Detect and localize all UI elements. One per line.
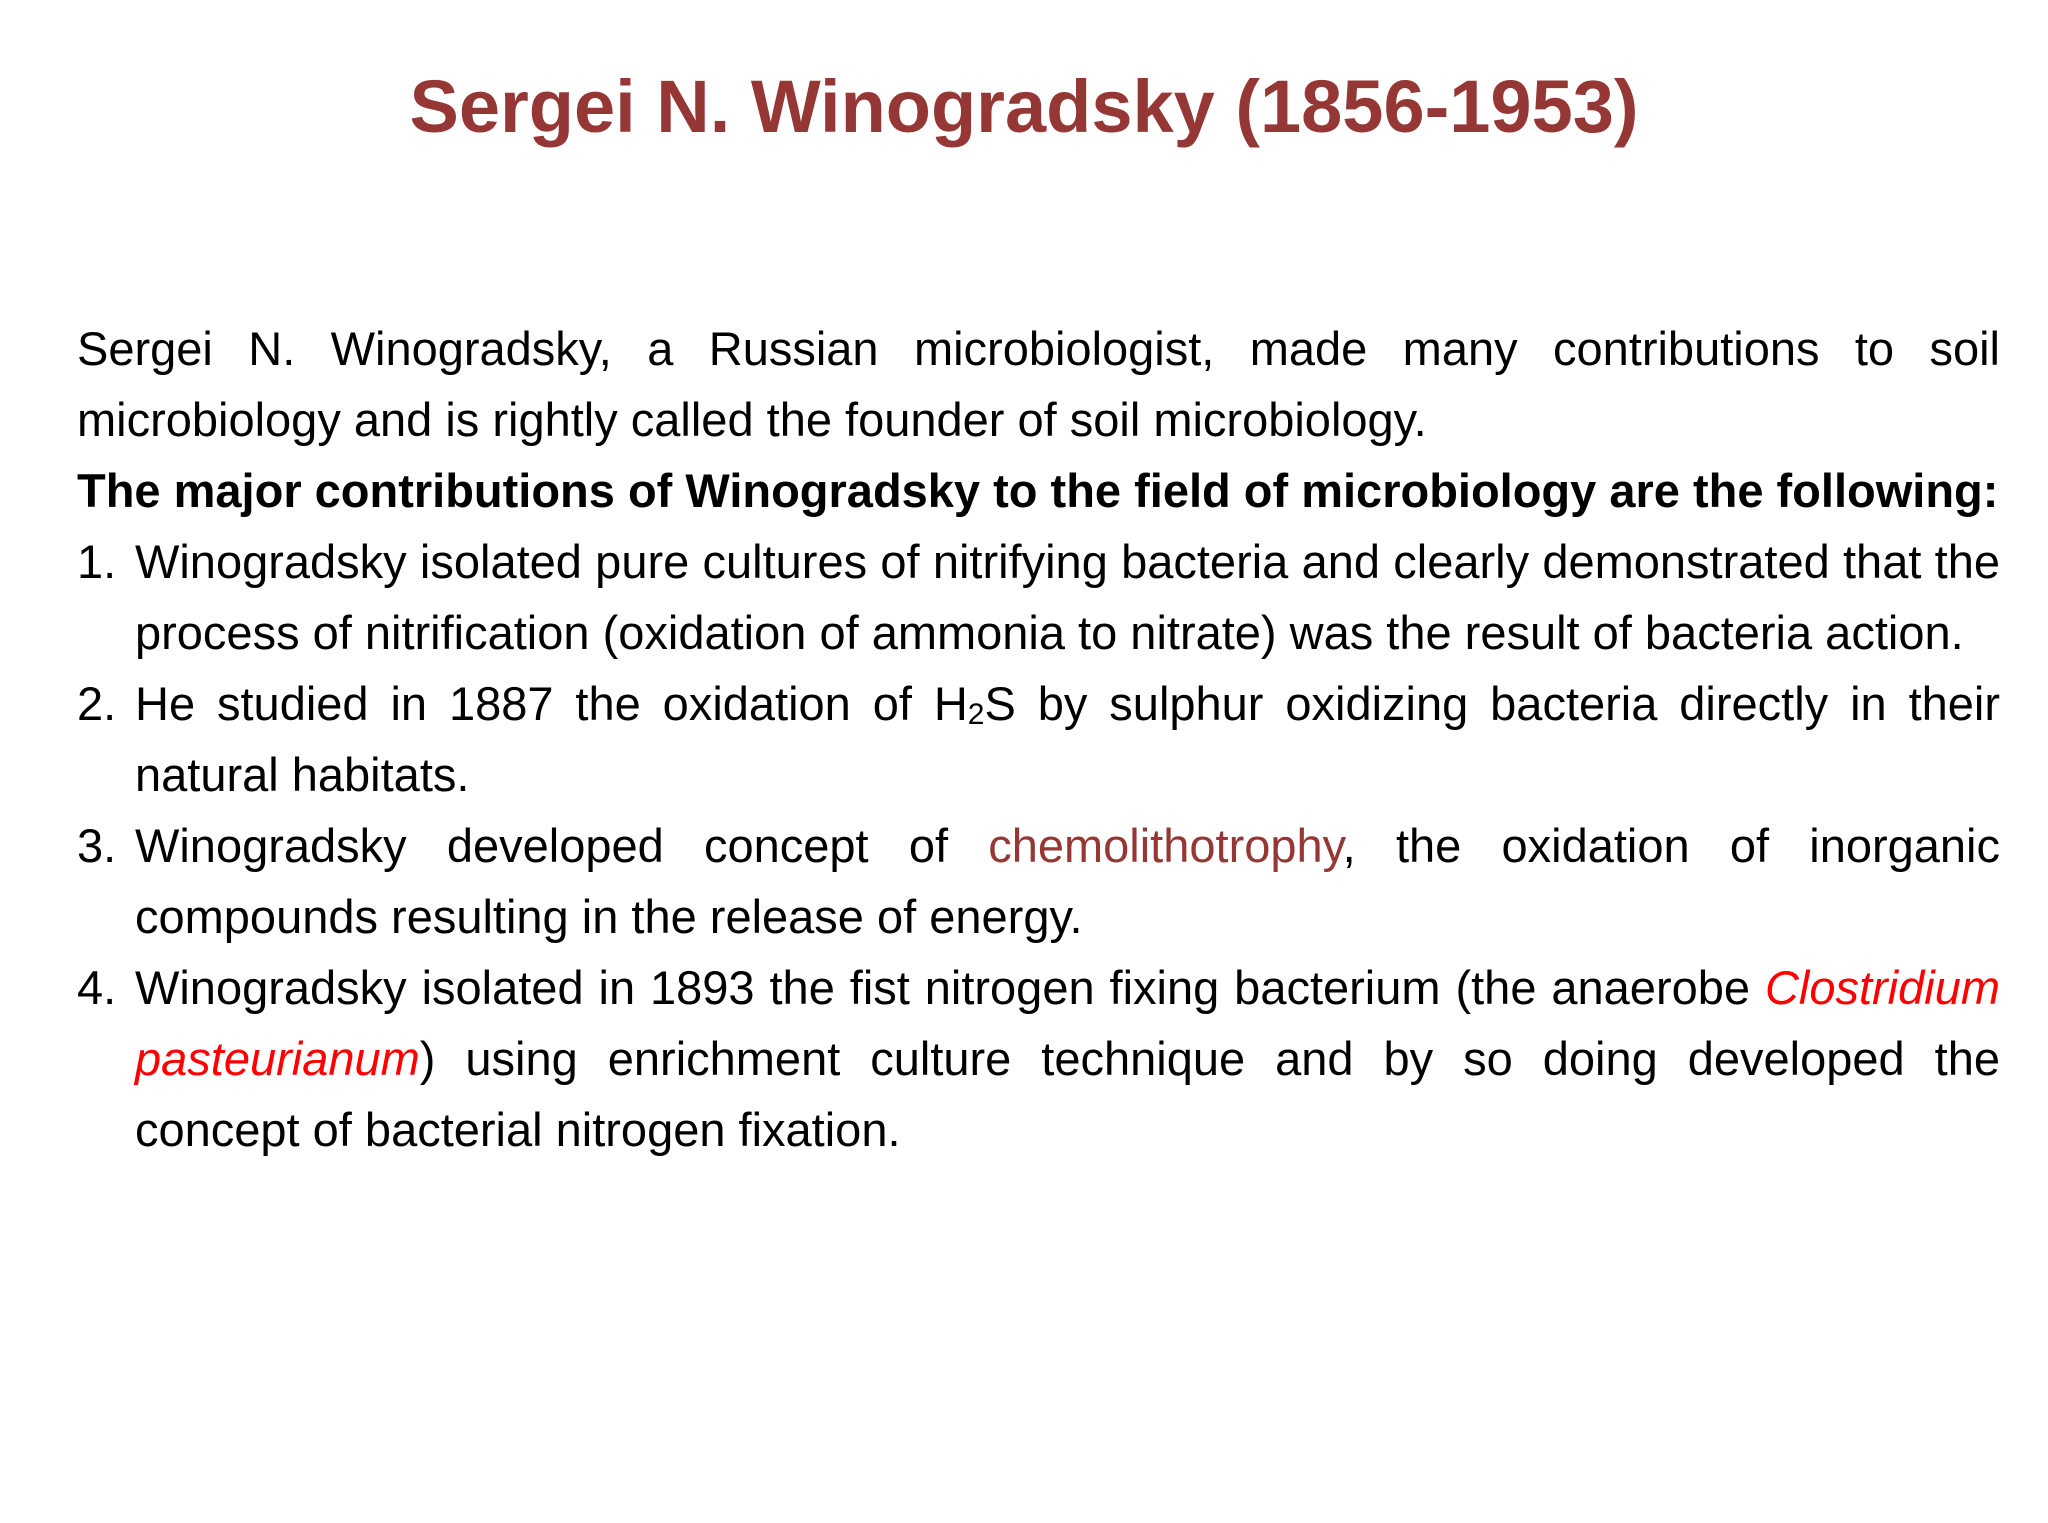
- list-item: [77, 810, 2000, 952]
- list-item-number: 3.: [77, 819, 117, 872]
- list-item-number: 1.: [77, 535, 117, 588]
- list-item-text-after: , the oxidation of inorganic compounds resulting in the release of energy.: [135, 819, 2000, 943]
- list-item-text: Winogradsky isolated pure cultures of nitrifying bacteria and clearly demonstrated that the process of nitrification (oxidation of ammonia to nitrate) was the result of bacteria action.: [135, 535, 2000, 659]
- list-item-text-before: Winogradsky isolated in 1893 the fist nitrogen fixing bacterium (the anaerobe: [135, 961, 1765, 1014]
- subscript-number: 2: [967, 698, 985, 731]
- contributions-list: [77, 526, 2000, 1165]
- slide-body: [77, 313, 2000, 1165]
- list-item: [77, 526, 2000, 668]
- intro-paragraph: Sergei N. Winogradsky, a Russian microbiologist, made many contributions to soil microbiology and is rightly called the founder of soil microbiology.: [77, 322, 2000, 446]
- list-item-number: 4.: [77, 961, 117, 1014]
- list-item: [77, 952, 2000, 1165]
- species-name: Clostridium pasteurianum: [135, 961, 2000, 1085]
- list-item-text-after: S by sulphur oxidizing bacteria directly in their natural habitats.: [135, 677, 2000, 801]
- list-item-text-after: ) using enrichment culture technique and by so doing developed the concept of bacterial nitrogen fixation.: [135, 1032, 2000, 1156]
- term-chemolithotrophy: chemolithotrophy: [988, 819, 1343, 872]
- contributions-heading: The major contributions of Winogradsky to the field of microbiology are the following:: [77, 464, 1999, 517]
- list-item-text-before: He studied in 1887 the oxidation of H: [135, 677, 968, 730]
- list-item-number: 2.: [77, 677, 117, 730]
- slide-title: Sergei N. Winogradsky (1856-1953): [409, 65, 1639, 148]
- list-item: [77, 668, 2000, 810]
- list-item-text-before: Winogradsky developed concept of: [135, 819, 989, 872]
